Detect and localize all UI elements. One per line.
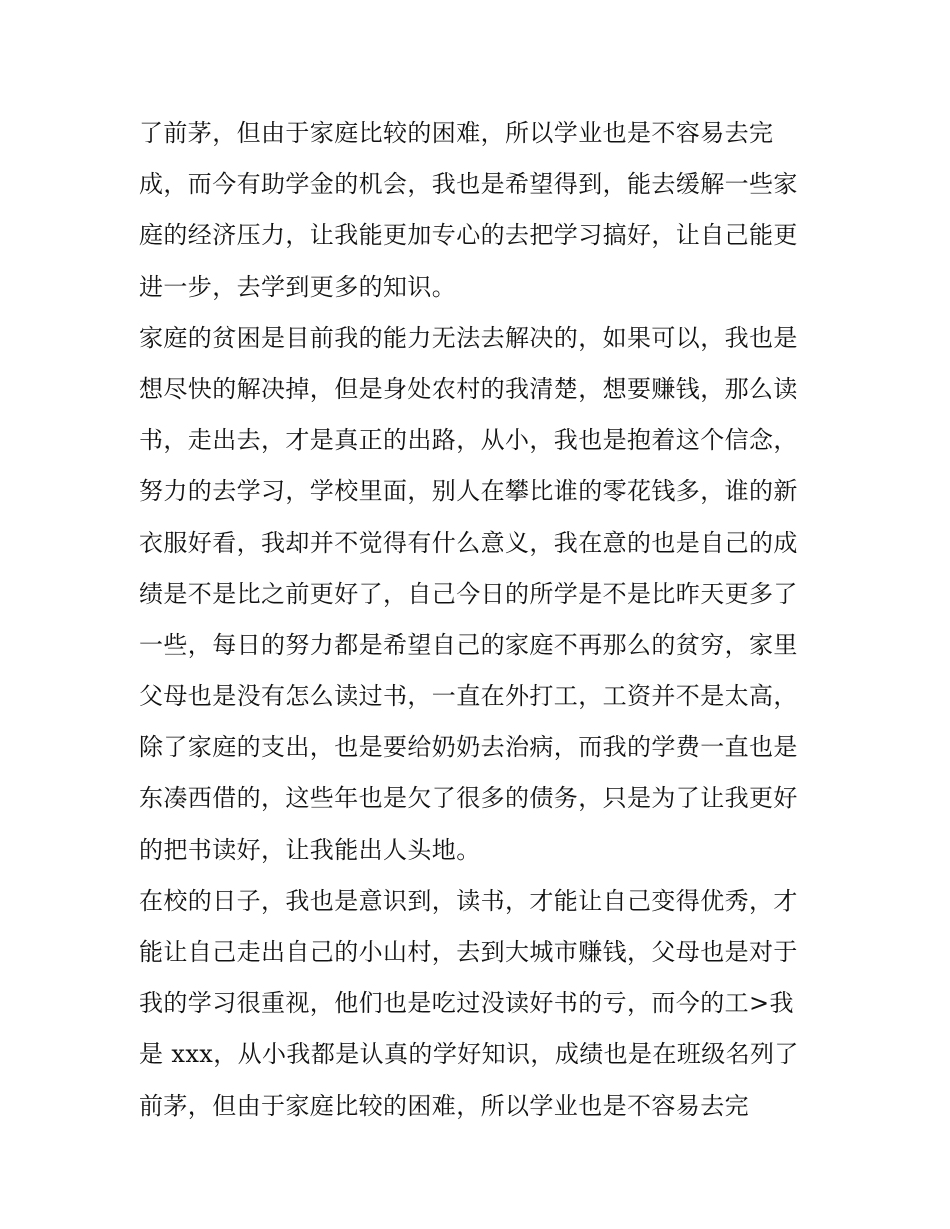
text-line: 前茅，但由于家庭比较的困难，所以学业也是不容易去完: [139, 1091, 749, 1120]
text-line: 努力的去学习，学校里面，别人在攀比谁的零花钱多，谁的新: [139, 477, 798, 506]
text-line: 庭的经济压力，让我能更加专心的去把学习搞好，让自己能更: [139, 221, 798, 250]
text-line: 想尽快的解决掉，但是身处农村的我清楚，想要赚钱，那么读: [139, 374, 798, 403]
text-line: 绩是不是比之前更好了，自己今日的所学是不是比昨天更多了: [139, 579, 798, 608]
text-line: 了前茅，但由于家庭比较的困难，所以学业也是不容易去完: [139, 119, 774, 147]
text-line: 除了家庭的支出，也是要给奶奶去治病，而我的学费一直也是: [139, 733, 798, 762]
text-line: 东凑西借的，这些年也是欠了很多的债务，只是为了让我更好: [139, 784, 798, 813]
text-line: 书，走出去，才是真正的出路，从小，我也是抱着这个信念，: [139, 426, 798, 455]
text-line: 进一步，去学到更多的知识。: [139, 272, 457, 301]
text-line: 家庭的贫困是目前我的能力无法去解决的，如果可以，我也是: [139, 323, 798, 352]
text-line: 我的学习很重视，他们也是吃过没读好书的亏，而今的工>我: [139, 989, 794, 1018]
text-line: 成，而今有助学金的机会，我也是希望得到，能去缓解一些家: [139, 170, 798, 199]
document-body: [139, 108, 819, 1132]
text-line: 在校的日子，我也是意识到，读书，才能让自己变得优秀，才: [139, 886, 798, 915]
text-line: 是 xxx，从小我都是认真的学好知识，成绩也是在班级名列了: [139, 1040, 799, 1069]
text-line: 父母也是没有怎么读过书，一直在外打工，工资并不是太高，: [139, 682, 798, 711]
text-line: 的把书读好，让我能出人头地。: [139, 835, 481, 864]
text-line: 衣服好看，我却并不觉得有什么意义，我在意的也是自己的成: [139, 528, 798, 557]
text-line: 能让自己走出自己的小山村，去到大城市赚钱，父母也是对于: [139, 938, 798, 966]
text-line: 一些，每日的努力都是希望自己的家庭不再那么的贫穷，家里: [139, 630, 798, 659]
